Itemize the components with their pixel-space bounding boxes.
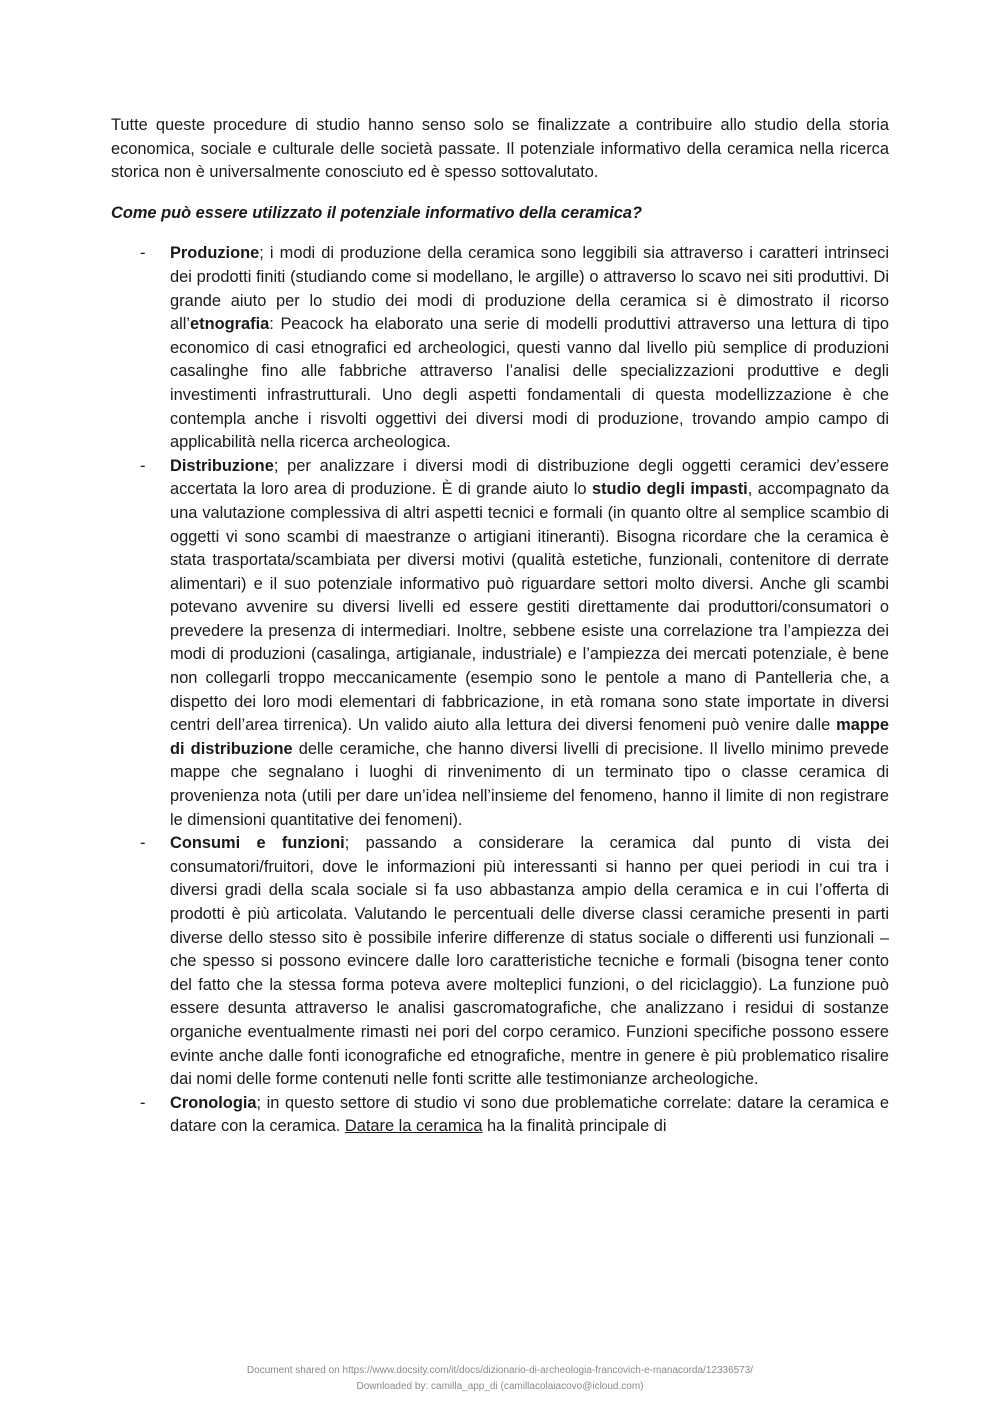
- item-title: Distribuzione: [170, 456, 274, 475]
- item-keyword: mappe di distribuzione: [170, 716, 889, 758]
- list-item-consumi: [111, 832, 889, 1092]
- item-keyword: etnografia: [190, 315, 270, 334]
- item-text: ; passando a considerare la ceramica dal punto di vista dei consumatori/fruitori, dove le informazioni più interessanti si hanno per quei periodi in cui tra i diversi gradi della scala sociale si fa uso abbastanza ampio della ceramica e in cui l’offerta di prodotti è più articolata. Valutando le percentuali delle diverse classi ceramiche presenti in parti diverse dello stesso sito è possibile inferire differenze di status sociale o differenti usi funzionali – che spesso si possono evincere dalle loro caratteristiche tecniche e formali (bisogna tener conto del fatto che la stessa forma poteva avere molteplici funzioni, o del riciclaggio). La funzione può essere desunta attraverso le analisi gascromatografiche, che analizzano i residui di sostanze organiche eventualmente rimasti nei pori del corpo ceramico. Funzioni specifiche possono essere evinte anche dalle fonti iconografiche ed etnografiche, mentre in genere è più problematico risalire dai nomi delle forme contenuti nelle fonti scritte alle testimonianze archeologiche.: [170, 834, 890, 1089]
- item-title: Cronologia: [170, 1093, 257, 1112]
- list-bullet: -: [140, 834, 146, 853]
- topic-list: [111, 242, 889, 1139]
- item-text: , accompagnato da una valutazione complessiva di altri aspetti tecnici e formali (in quanto oltre al semplice scambio di oggetti vi sono scambi di maestranze o artigiani itineranti). Bisogna ricordare che la ceramica è stata trasportata/scambiata per diversi motivi (qualità estetiche, funzionali, contenitore di derrate alimentari) e il suo potenziale informativo può riguardare settori molto diversi. Anche gli scambi potevano avvenire su diversi livelli ed essere gestiti direttamente dai produttori/consumatori o prevedere la presenza di intermediari. Inoltre, sebbene esiste una correlazione tra l’ampiezza dei modi di produzioni (casalinga, artigianale, industriale) e l’ampiezza dei mercati potenziale, è bene non collegarli troppo meccanicamente (esempio sono le pentole a mano di Pantelleria che, a dispetto dei loro modi elementari di fabbricazione, in età romana sono state importate in diversi centri dell’area tirrenica). Un valido aiuto alla lettura dei diversi fenomeni può venire dalle: [170, 480, 889, 735]
- intro-paragraph: Tutte queste procedure di studio hanno senso solo se finalizzate a contribuire allo studio della storia economica, sociale e culturale delle società passate. Il potenziale informativo della ceramica nella ricerca storica non è universalmente conosciuto ed è spesso sottovalutato.: [111, 116, 889, 182]
- item-title: Consumi e funzioni: [170, 834, 345, 853]
- footer-download-info: Downloaded by: camilla_app_di (camillacolaiacovo@icloud.com): [356, 1381, 644, 1392]
- list-bullet: -: [140, 1093, 146, 1112]
- item-title: Produzione: [170, 244, 260, 263]
- footer-source-link[interactable]: Document shared on https://www.docsity.com/it/docs/dizionario-di-archeologia-francovich-e-manacorda/12336573/: [246, 1365, 754, 1376]
- item-keyword: studio degli impasti: [591, 480, 748, 499]
- item-text: ; i modi di produzione della ceramica sono leggibili sia attraverso i caratteri intrinseci dei prodotti finiti (studiando come si modellano, le argille) o attraverso lo scavo nei siti produttivi. Di grande aiuto per lo studio dei modi di produzione della ceramica si è dimostrato il ricorso all’: [170, 244, 889, 334]
- item-text: delle ceramiche, che hanno diversi livelli di precisione. Il livello minimo prevede mappe che segnalano i luoghi di rinvenimento di un terminato tipo o classe ceramica di provenienza nota (utili per dare un’idea nell’insieme del fenomeno, hanno il limite di non registrare le dimensioni quantitative dei fenomeni).: [170, 739, 889, 829]
- item-text: ; per analizzare i diversi modi di distribuzione degli oggetti ceramici dev’essere accertata la loro area di produzione. È di grande aiuto lo: [170, 456, 889, 499]
- list-item-cronologia: [111, 1092, 889, 1139]
- list-item-distribuzione: [111, 455, 889, 833]
- page-body: [111, 114, 889, 1139]
- item-underlined-phrase: Datare la ceramica: [344, 1117, 483, 1136]
- list-item-produzione: [111, 242, 889, 454]
- section-question: Come può essere utilizzato il potenziale informativo della ceramica?: [111, 203, 643, 222]
- list-bullet: -: [140, 244, 146, 263]
- item-text: ha la finalità principale di: [482, 1117, 667, 1136]
- list-bullet: -: [140, 456, 146, 475]
- item-text: ; in questo settore di studio vi sono due problematiche correlate: datare la ceramica e datare con la ceramica.: [170, 1093, 889, 1136]
- item-text: : Peacock ha elaborato una serie di modelli produttivi attraverso una lettura di tipo economico di casi etnografici ed archeologici, questi vanno dal livello più semplice di produzioni casalinghe fino alle fabbriche attraverso l’analisi delle specializzazioni produttive e degli investimenti infrastrutturali. Uno degli aspetti fondamentali di questa modellizzazione è che contempla anche i risvolti oggettivi dei diversi modi di produzione, trovando ampio campo di applicabilità nella ricerca archeologica.: [170, 315, 889, 452]
